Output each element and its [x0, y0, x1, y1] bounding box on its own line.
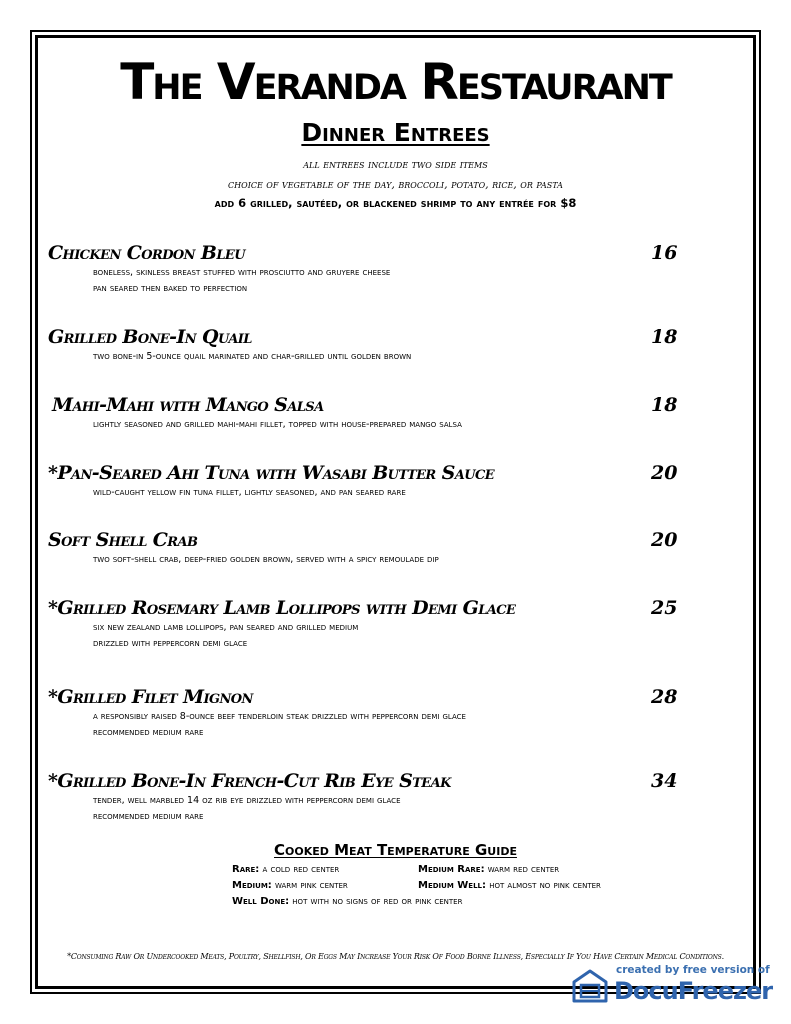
watermark-brand: DocuFreezer	[614, 977, 773, 1005]
entree-price: 16	[651, 242, 678, 264]
entree-price: 20	[651, 462, 678, 484]
guide-rare	[232, 862, 339, 878]
side-items-note: all entrees include two side items	[303, 158, 488, 171]
entree-description: lightly seasoned and grilled mahi-mahi fillet, topped with house-prepared mango salsa	[93, 419, 462, 430]
guide-well-done-text: hot with no signs of red or pink center	[292, 896, 463, 907]
entree-description: recommended medium rare	[93, 727, 204, 738]
entree-price: 18	[651, 394, 678, 416]
guide-medium	[232, 878, 348, 894]
watermark	[570, 962, 773, 1008]
entree-description: two soft-shell crab, deep-fried golden brown, served with a spicy remoulade dip	[93, 554, 439, 565]
guide-well-done-label: Well Done:	[232, 896, 290, 907]
guide-medium-text: warm pink center	[274, 880, 348, 891]
entree-price: 18	[651, 326, 678, 348]
entree-name: Chicken Cordon Bleu	[48, 242, 245, 264]
entree-price: 28	[651, 686, 678, 708]
freezer-logo-icon	[570, 968, 610, 1004]
guide-rare-text: a cold red center	[262, 864, 340, 875]
entree-description: boneless, skinless breast stuffed with prosciutto and gruyere cheese	[93, 267, 391, 278]
entree-name: *Grilled Bone-In French-Cut Rib Eye Steak	[48, 770, 451, 792]
section-title: Dinner Entrees	[301, 118, 490, 147]
entree-name: Mahi-Mahi with Mango Salsa	[52, 394, 324, 416]
guide-medium-rare-label: Medium Rare:	[418, 864, 485, 875]
entree-price: 34	[651, 770, 678, 792]
guide-well-done	[232, 894, 462, 910]
entree-description: recommended medium rare	[93, 811, 204, 822]
watermark-caption: created by free version of	[616, 964, 770, 976]
entree-description: drizzled with peppercorn demi glace	[93, 638, 248, 649]
entree-description: pan seared then baked to perfection	[93, 283, 248, 294]
food-safety-disclaimer: *Consuming Raw Or Undercooked Meats, Poultry, Shellfish, Or Eggs May Increase Your Risk Of Food Borne Illness, Especially If You Have Certain Medical Conditions.	[67, 952, 724, 961]
guide-medium-well-text: hot almost no pink center	[489, 880, 601, 891]
entree-name: Soft Shell Crab	[48, 529, 198, 551]
entree-name: Grilled Bone-In Quail	[48, 326, 252, 348]
guide-medium-rare	[418, 862, 559, 878]
entree-price: 20	[651, 529, 678, 551]
entree-description: six new zealand lamb lollipops, pan seared and grilled medium	[93, 622, 359, 633]
entree-description: a responsibly raised 8-ounce beef tenderloin steak drizzled with peppercorn demi glace	[93, 711, 466, 722]
restaurant-name: The Veranda Restaurant	[120, 53, 671, 111]
entree-description: wild-caught yellow fin tuna fillet, lightly seasoned, and pan seared rare	[93, 487, 406, 498]
entree-description: two bone-in 5-ounce quail marinated and char-grilled until golden brown	[93, 351, 412, 362]
entree-price: 25	[651, 597, 678, 619]
guide-medium-rare-text: warm red center	[487, 864, 560, 875]
side-choices-note: choice of vegetable of the day, broccoli, potato, rice, or pasta	[228, 178, 563, 191]
guide-medium-label: Medium:	[232, 880, 272, 891]
entree-name: *Grilled Rosemary Lamb Lollipops with Demi Glace	[48, 597, 516, 619]
guide-medium-well-label: Medium Well:	[418, 880, 487, 891]
entree-description: tender, well marbled 14 oz rib eye drizzled with peppercorn demi glace	[93, 795, 401, 806]
entree-name: *Grilled Filet Mignon	[48, 686, 253, 708]
guide-medium-well	[418, 878, 601, 894]
guide-rare-label: Rare:	[232, 864, 260, 875]
shrimp-addon-note: add 6 grilled, sautéed, or blackened shrimp to any entrée for $8	[214, 196, 577, 210]
entree-name: *Pan-Seared Ahi Tuna with Wasabi Butter Sauce	[48, 462, 495, 484]
temperature-guide-title: Cooked Meat Temperature Guide	[274, 841, 517, 859]
